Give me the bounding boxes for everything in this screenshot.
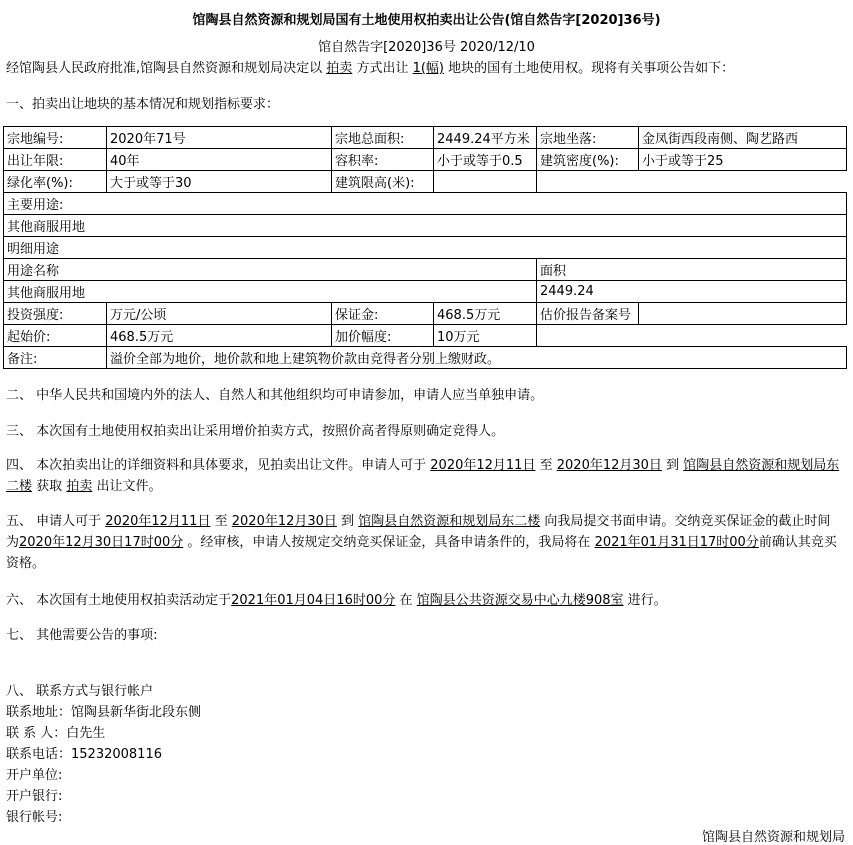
table-cell: 面积 bbox=[537, 259, 847, 281]
section-2: 二、 中华人民共和国境内外的法人、自然人和其他组织均可申请参加，申请人应当单独申请。 bbox=[6, 388, 544, 403]
section-5-end-date: 2020年12月30日 bbox=[231, 514, 337, 529]
bank-account: 银行帐号: bbox=[6, 810, 63, 825]
section-4-place: 馆陶县自然资源和规划局东二楼 bbox=[6, 458, 840, 494]
section-5-text: 前确认其竞买资格。 bbox=[6, 535, 837, 571]
issuer-signature: 馆陶县自然资源和规划局 bbox=[701, 830, 845, 845]
intro-count: 1(幅) bbox=[412, 61, 445, 76]
section-6 bbox=[6, 589, 667, 608]
table-cell: 容积率: bbox=[332, 149, 434, 171]
section-5-start-date: 2020年12月11日 bbox=[105, 514, 211, 529]
section-5-text: 五、 申请人可于 bbox=[6, 514, 102, 529]
table-cell: 出让年限: bbox=[4, 149, 107, 171]
table-cell: 绿化率(%): bbox=[4, 171, 107, 193]
section-5-deadline: 2020年12月30日17时00分 bbox=[19, 535, 184, 550]
table-cell: 其他商服用地 bbox=[4, 215, 847, 237]
section-4 bbox=[6, 455, 842, 497]
section-5-text: 。经审核，申请人按规定交纳竞买保证金，具备申请条件的，我局将在 bbox=[187, 535, 591, 550]
section-5-confirm-time: 2021年01月31日17时00分 bbox=[594, 535, 759, 550]
section-4-text: 出让文件。 bbox=[96, 479, 162, 494]
table-cell: 保证金: bbox=[332, 303, 434, 325]
table-cell: 2449.24 bbox=[537, 281, 847, 303]
bank-unit: 开户单位: bbox=[6, 768, 63, 783]
table-row bbox=[4, 171, 847, 193]
table-cell: 宗地编号: bbox=[4, 127, 107, 149]
table-row bbox=[4, 259, 847, 281]
table-row bbox=[4, 193, 847, 215]
document-number-date: 馆自然告字[2020]36号 2020/12/10 bbox=[318, 40, 535, 55]
section-4-text: 到 bbox=[666, 458, 680, 473]
table-cell: 40年 bbox=[107, 149, 332, 171]
section-7: 七、 其他需要公告的事项: bbox=[6, 628, 158, 643]
section-6-text: 六、 本次国有土地使用权拍卖活动定于 bbox=[6, 593, 232, 608]
table-cell: 主要用途: bbox=[4, 193, 847, 215]
contact-phone: 联系电话：15232008116 bbox=[6, 747, 162, 762]
table-cell bbox=[639, 303, 847, 325]
section-8-heading: 八、 联系方式与银行帐户 bbox=[6, 684, 154, 699]
page-title: 馆陶县自然资源和规划局国有土地使用权拍卖出让公告(馆自然告字[2020]36号) bbox=[192, 13, 661, 28]
section-1-heading: 一、拍卖出让地块的基本情况和规划指标要求： bbox=[6, 97, 280, 112]
section-4-method: 拍卖 bbox=[66, 479, 93, 494]
table-cell: 宗地总面积: bbox=[332, 127, 434, 149]
section-5-text: 向我局提交书面申请。交纳竞买保证金的截止时间为 bbox=[6, 514, 831, 550]
table-cell: 468.5万元 bbox=[107, 325, 332, 347]
section-4-text: 获取 bbox=[36, 479, 63, 494]
table-cell bbox=[434, 171, 537, 193]
section-6-text: 在 bbox=[399, 593, 413, 608]
table-cell: 建筑密度(%): bbox=[537, 149, 639, 171]
table-cell: 加价幅度: bbox=[332, 325, 434, 347]
table-cell: 明细用途 bbox=[4, 237, 847, 259]
table-row bbox=[4, 237, 847, 259]
table-empty-area bbox=[537, 325, 847, 347]
contact-person: 联 系 人：白先生 bbox=[6, 726, 106, 741]
table-row bbox=[4, 281, 847, 303]
intro-text-1: 经馆陶县人民政府批准,馆陶县自然资源和规划局决定以 bbox=[6, 61, 323, 76]
intro-paragraph bbox=[6, 57, 734, 76]
table-cell: 宗地坐落: bbox=[537, 127, 639, 149]
table-row bbox=[4, 149, 847, 171]
table-cell: 用途名称 bbox=[4, 259, 537, 281]
table-cell: 其他商服用地 bbox=[4, 281, 537, 303]
table-cell: 溢价全部为地价，地价款和地上建筑物价款由竞得者分别上缴财政。 bbox=[107, 347, 847, 369]
contact-address: 联系地址：馆陶县新华街北段东侧 bbox=[6, 705, 202, 720]
table-cell: 金凤街西段南侧、陶艺路西 bbox=[639, 127, 847, 149]
table-cell: 小于或等于0.5 bbox=[434, 149, 537, 171]
table-row bbox=[4, 303, 847, 325]
intro-method: 拍卖 bbox=[326, 61, 353, 76]
table-cell: 起始价: bbox=[4, 325, 107, 347]
section-5-place: 馆陶县自然资源和规划局东二楼 bbox=[358, 514, 541, 529]
table-cell: 万元/公顷 bbox=[107, 303, 332, 325]
land-info-table bbox=[3, 126, 847, 369]
section-6-place: 馆陶县公共资源交易中心九楼908室 bbox=[416, 593, 624, 608]
section-4-text: 至 bbox=[539, 458, 553, 473]
section-3: 三、 本次国有土地使用权拍卖出让采用增价拍卖方式，按照价高者得原则确定竞得人。 bbox=[6, 424, 505, 439]
table-cell: 468.5万元 bbox=[434, 303, 537, 325]
section-5-text: 到 bbox=[341, 514, 355, 529]
table-cell: 10万元 bbox=[434, 325, 537, 347]
table-cell: 估价报告备案号 bbox=[537, 303, 639, 325]
intro-text-3: 地块的国有土地使用权。现将有关事项公告如下： bbox=[448, 61, 735, 76]
bank-name: 开户银行: bbox=[6, 789, 63, 804]
section-6-auction-time: 2021年01月04日16时00分 bbox=[231, 593, 396, 608]
section-5 bbox=[6, 511, 842, 574]
section-4-text: 四、 本次拍卖出让的详细资料和具体要求，见拍卖出让文件。申请人可于 bbox=[6, 458, 427, 473]
table-empty-area bbox=[537, 171, 847, 193]
table-cell: 小于或等于25 bbox=[639, 149, 847, 171]
table-row bbox=[4, 325, 847, 347]
table-row bbox=[4, 347, 847, 369]
table-row bbox=[4, 127, 847, 149]
table-row bbox=[4, 215, 847, 237]
section-4-start-date: 2020年12月11日 bbox=[430, 458, 536, 473]
section-6-text: 进行。 bbox=[627, 593, 667, 608]
table-cell: 建筑限高(米): bbox=[332, 171, 434, 193]
section-4-end-date: 2020年12月30日 bbox=[556, 458, 662, 473]
intro-text-2: 方式出让 bbox=[356, 61, 409, 76]
table-cell: 投资强度: bbox=[4, 303, 107, 325]
table-cell: 2449.24平方米 bbox=[434, 127, 537, 149]
section-5-text: 至 bbox=[214, 514, 228, 529]
table-cell: 大于或等于30 bbox=[107, 171, 332, 193]
table-cell: 2020年71号 bbox=[107, 127, 332, 149]
table-cell: 备注: bbox=[4, 347, 107, 369]
